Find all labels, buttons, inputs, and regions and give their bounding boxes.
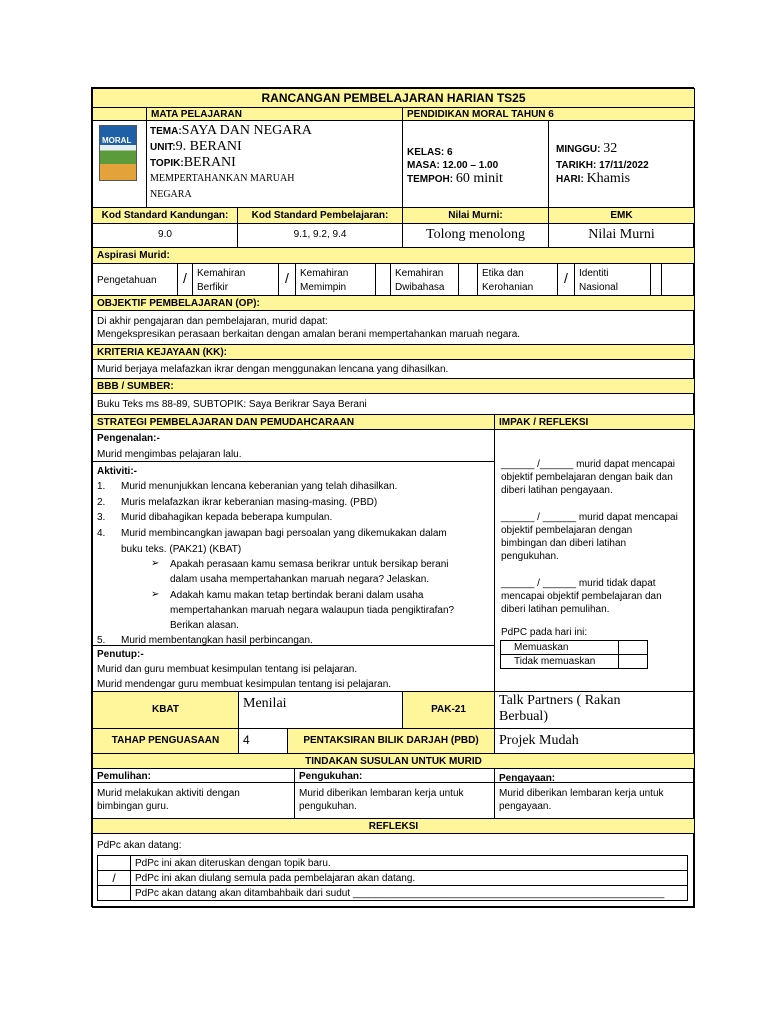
book-cover-image-cell <box>92 120 147 208</box>
topik-value-line3: NEGARA <box>150 189 192 200</box>
aspirasi-item-label-line2: Berfikir <box>197 282 229 293</box>
aspirasi-tick-box[interactable] <box>458 263 478 297</box>
impak-line: ______ /______ murid dapat mencapai <box>501 459 676 470</box>
class-info <box>402 120 549 208</box>
impak-line: ______ / ______ murid dapat mencapai <box>501 512 678 523</box>
aspirasi-tick-box[interactable] <box>375 263 391 297</box>
lesson-plan-sheet <box>91 87 694 907</box>
tahap-label: TAHAP PENGUASAAN <box>92 728 239 754</box>
impak-label: IMPAK / REFLEKSI <box>494 414 695 430</box>
bullet-text-line2: mempertahankan maruah negara walaupun tiada pengiktirafan? <box>170 605 455 616</box>
page-title: RANCANGAN PEMBELAJARAN HARIAN TS25 <box>92 88 695 108</box>
tahap-value: 4 <box>238 728 288 754</box>
pak21-label: PAK-21 <box>402 691 495 729</box>
pengayaan-line1: Murid diberikan lembaran kerja untuk <box>499 788 664 799</box>
tindakan-label: TINDAKAN SUSULAN UNTUK MURID <box>92 753 695 769</box>
pak21-value-line2: Berbual) <box>499 709 548 724</box>
step-text: Muris melafazkan ikrar keberanian masing-masing. (PBD) <box>121 497 378 508</box>
aspirasi-row <box>92 263 695 296</box>
topic-info <box>146 120 403 208</box>
penutup-label: Penutup:- <box>97 649 144 660</box>
impak-line: diberi latihan pemulihan. <box>501 604 610 615</box>
penutup-section <box>92 645 495 692</box>
aspirasi-item-label-line2: Dwibahasa <box>395 282 445 293</box>
pengenalan-divider <box>92 461 495 462</box>
bbb-text: Buku Teks ms 88-89, SUBTOPIK: Saya Berikrar Saya Berani <box>92 393 695 415</box>
step-number: 3. <box>97 512 106 523</box>
tema-label: TEMA: <box>150 126 182 137</box>
aspirasi-item-label: Kemahiran <box>300 268 349 279</box>
pbd-label: PENTAKSIRAN BILIK DARJAH (PBD) <box>287 728 495 754</box>
impak-line: bimbingan dan diberi latihan <box>501 538 627 549</box>
hari-label: HARI: <box>556 174 584 185</box>
aspirasi-label: Aspirasi Murid: <box>92 247 695 264</box>
bullet-text: Adakah kamu makan tetap bertindak berani dalam usaha <box>170 590 424 601</box>
pdpc-label: PdPC pada hari ini: <box>501 627 588 638</box>
aspirasi-item-label-line2: Kerohanian <box>482 282 534 293</box>
objektif-label: OBJEKTIF PEMBELAJARAN (OP): <box>92 295 695 311</box>
aspirasi-tick-box[interactable]: / <box>557 263 575 297</box>
kod-sp-value: 9.1, 9.2, 9.4 <box>237 223 403 248</box>
impak-line: mencapai objektif pembelajaran dan <box>501 591 662 602</box>
refleksi-tick-box[interactable]: / <box>97 870 131 886</box>
textbook-cover-image <box>99 125 137 181</box>
step-text: Murid membentangkan hasil perbincangan. <box>121 635 313 646</box>
step-text: buku teks. (PAK21) (KBAT) <box>121 544 242 555</box>
objektif-text <box>92 310 695 345</box>
objektif-line1: Di akhir pengajaran dan pembelajaran, murid dapat: <box>97 316 328 327</box>
refleksi-tick-box[interactable] <box>97 885 131 901</box>
textbook-cover-text: MORAL <box>102 136 132 145</box>
pengukuhan-line2: pengukuhan. <box>299 801 357 812</box>
aspirasi-item <box>390 263 459 297</box>
aspirasi-filler <box>661 263 695 297</box>
aspirasi-item <box>574 263 651 297</box>
pengayaan-label: Pengayaan: <box>494 768 695 783</box>
pengayaan-text <box>494 782 695 819</box>
nilai-value: Tolong menolong <box>402 223 549 248</box>
tempoh-label: TEMPOH: <box>407 174 454 185</box>
impak-line: objektif pembelajaran dengan <box>501 525 633 536</box>
kriteria-label: KRITERIA KEJAYAAN (KK): <box>92 344 695 360</box>
refleksi-option: PdPc akan datang akan ditambahbaik dari sudut ________________________________________________________ <box>130 885 688 901</box>
bullet-arrow-icon: ➢ <box>151 589 160 600</box>
pemulihan-line1: Murid melakukan aktiviti dengan <box>97 788 240 799</box>
book-cover-cell <box>92 107 147 121</box>
bullet-text-line2: dalam usaha mempertahankan maruah negara? Jelaskan. <box>170 574 430 585</box>
kod-sk-value: 9.0 <box>92 223 238 248</box>
aspirasi-item <box>192 263 279 297</box>
topik-label: TOPIK: <box>150 158 184 169</box>
pengukuhan-text <box>294 782 495 819</box>
tidak-memuaskan-tick-box[interactable] <box>618 654 648 669</box>
emk-value: Nilai Murni <box>548 223 695 248</box>
aspirasi-item-label-line2: Memimpin <box>300 282 347 293</box>
impak-line: diberi latihan pengayaan. <box>501 485 613 496</box>
aspirasi-tick-box[interactable]: / <box>278 263 296 297</box>
penutup-line2: Murid mendengar guru membuat kesimpulan tentang isi pelajaran. <box>97 679 392 690</box>
penutup-line1: Murid dan guru membuat kesimpulan tentang isi pelajaran. <box>97 664 358 675</box>
kriteria-text: Murid berjaya melafazkan ikrar dengan menggunakan lencana yang dihasilkan. <box>92 359 695 379</box>
tidak-memuaskan-label: Tidak memuaskan <box>514 656 596 667</box>
kelas-text: KELAS: 6 <box>407 147 453 158</box>
pengayaan-line2: pengayaan. <box>499 801 552 812</box>
pemulihan-label: Pemulihan: <box>92 768 295 783</box>
bullet-text: Apakah perasaan kamu semasa berikrar untuk bersikap berani <box>170 559 449 570</box>
objektif-line2: Mengekspresikan perasaan berkaitan dengan amalan berani mempertahankan maruah negara. <box>97 329 521 340</box>
unit-value: 9. BERANI <box>175 139 242 154</box>
kod-sk-label: Kod Standard Kandungan: <box>92 207 238 224</box>
masa-text: MASA: 12.00 – 1.00 <box>407 160 499 171</box>
refleksi-intro: PdPc akan datang: <box>97 840 182 851</box>
tarikh-text: TARIKH: 17/11/2022 <box>556 160 649 171</box>
subject-title: PENDIDIKAN MORAL TAHUN 6 <box>402 107 695 121</box>
aspirasi-item-label: Kemahiran <box>395 268 444 279</box>
aspirasi-item <box>92 263 178 297</box>
aspirasi-tick-box[interactable]: / <box>177 263 193 297</box>
bbb-label: BBB / SUMBER: <box>92 378 695 394</box>
strategi-label: STRATEGI PEMBELAJARAN DAN PEMUDAHCARAAN <box>92 414 495 430</box>
unit-label: UNIT: <box>150 142 176 153</box>
aspirasi-item-label: Identiti <box>579 268 609 279</box>
aktiviti-label: Aktiviti:- <box>97 466 137 477</box>
pemulihan-text <box>92 782 295 819</box>
pengenalan-text: Murid mengimbas pelajaran lalu. <box>97 449 242 460</box>
step-number: 4. <box>97 528 106 539</box>
refleksi-tick-box[interactable] <box>97 855 131 871</box>
emk-label: EMK <box>548 207 695 224</box>
step-text: Murid dibahagikan kepada beberapa kumpulan. <box>121 512 333 523</box>
tema-value: SAYA DAN NEGARA <box>181 123 312 138</box>
impak-line: objektif pembelajaran dengan baik dan <box>501 472 673 483</box>
aspirasi-item-label-line2: Nasional <box>579 282 618 293</box>
refleksi-label: REFLEKSI <box>92 818 695 834</box>
step-number: 2. <box>97 497 106 508</box>
impak-line: pengukuhan. <box>501 551 559 562</box>
mata-pelajaran-label: MATA PELAJARAN <box>146 107 403 121</box>
nilai-label: Nilai Murni: <box>402 207 549 224</box>
minggu-label: MINGGU: <box>556 144 601 155</box>
kod-sp-label: Kod Standard Pembelajaran: <box>237 207 403 224</box>
impak-line: ______ / ______ murid tidak dapat <box>501 578 656 589</box>
bullet-text-line3: Berikan alasan. <box>170 620 239 631</box>
step-text: Murid membincangkan jawapan bagi persoalan yang dikemukakan dalam <box>121 528 447 539</box>
topik-value: BERANI <box>183 155 236 170</box>
kbat-value: Menilai <box>238 691 403 729</box>
pak21-value <box>494 691 695 729</box>
pengukuhan-label: Pengukuhan: <box>294 768 495 783</box>
step-number: 5. <box>97 635 106 646</box>
pengenalan-label: Pengenalan:- <box>97 433 160 444</box>
aspirasi-item <box>295 263 376 297</box>
aspirasi-item-label: Etika dan <box>482 268 524 279</box>
refleksi-option: PdPc ini akan diteruskan dengan topik baru. <box>130 855 688 871</box>
impak-body <box>494 429 695 692</box>
refleksi-body <box>92 833 695 908</box>
bullet-arrow-icon: ➢ <box>151 558 160 569</box>
memuaskan-label: Memuaskan <box>514 642 569 653</box>
pemulihan-line2: bimbingan guru. <box>97 801 169 812</box>
memuaskan-tick-box[interactable] <box>618 640 648 655</box>
refleksi-option: PdPc ini akan diulang semula pada pembelajaran akan datang. <box>130 870 688 886</box>
date-info <box>548 120 695 208</box>
minggu-value: 32 <box>603 141 618 156</box>
aspirasi-item-label: Kemahiran <box>197 268 246 279</box>
aspirasi-item-label: Pengetahuan <box>97 275 157 286</box>
hari-value: Khamis <box>586 171 631 186</box>
pak21-value-line1: Talk Partners ( Rakan <box>499 693 621 708</box>
kbat-label: KBAT <box>92 691 239 729</box>
step-text: Murid menunjukkan lencana keberanian yang telah dihasilkan. <box>121 481 398 492</box>
tempoh-value: 60 minit <box>455 171 503 186</box>
pengukuhan-line1: Murid diberikan lembaran kerja untuk <box>299 788 464 799</box>
pbd-value: Projek Mudah <box>494 728 695 754</box>
step-number: 1. <box>97 481 106 492</box>
aspirasi-item <box>477 263 558 297</box>
topik-value-line2: MEMPERTAHANKAN MARUAH <box>150 173 295 184</box>
